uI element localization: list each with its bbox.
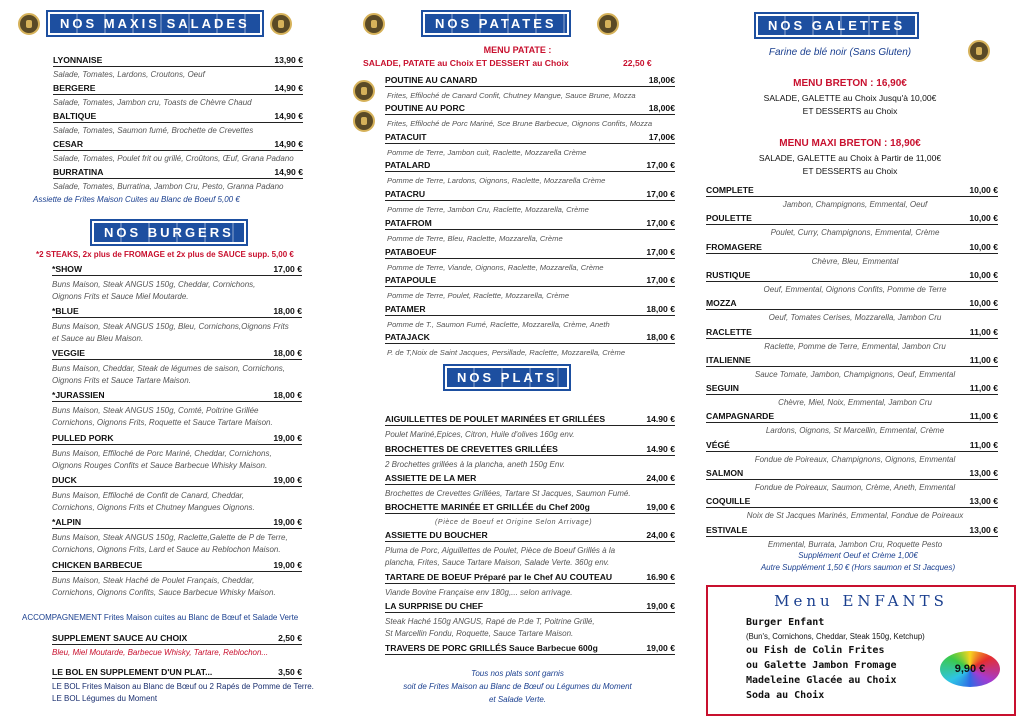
item-price: 19,00 € (646, 601, 675, 611)
item-price: 14,90 € (274, 111, 303, 121)
item-desc: Fondue de Poireaux, Saumon, Crème, Aneth, Emmental (754, 483, 956, 492)
item-desc: Buns Maison, Steak Haché de Poulet Français, Cheddar, (52, 576, 255, 585)
item-desc: Buns Maison, Steak ANGUS 150g, Comté, Poitrine Grillée (52, 406, 259, 415)
frites-footnote: Assiette de Frites Maison Cuites au Blanc de Boeuf 5,00 € (33, 195, 240, 204)
item-desc: Pomme de Terre, Poulet, Raclette, Mozzarella, Crème (387, 291, 570, 300)
item-name: AIGUILLETTES DE POULET MARINÉES ET GRILLÉES (385, 414, 606, 424)
item-desc: Salade, Tomates, Lardons, Croutons, Oeuf (53, 70, 205, 79)
item-name: PATAPOULE (385, 275, 437, 285)
item-name: LA SURPRISE DU CHEF (385, 601, 484, 611)
item-desc: Buns Maison, Steak ANGUS 150g, Bleu, Cornichons,Oignons Frits (52, 322, 289, 331)
item-price: 13,00 € (969, 468, 998, 478)
item-name: PATAFROM (385, 218, 432, 228)
menu-maxi-line-1: SALADE, GALETTE au Choix à Partir de 11,00€ (758, 153, 942, 163)
item-name: POULETTE (706, 213, 752, 224)
item-name: BROCHETTES DE CREVETTES GRILLÉES (385, 444, 558, 454)
menu-breton-title: MENU BRETON : 16,90€ (793, 78, 907, 89)
item-price: 19,00 € (273, 475, 302, 485)
item-price: 18,00€ (648, 75, 675, 85)
poutine-badge-icon (353, 80, 375, 102)
item-name: *SHOW (52, 264, 83, 274)
poutine-badge-icon (353, 110, 375, 132)
burgers-promo: *2 STEAKS, 2x plus de FROMAGE et 2x plus de SAUCE supp. 5,00 € (36, 250, 294, 259)
item-price: 17,00 € (646, 189, 675, 199)
menu-enfants-title: Menu ENFANTS (774, 592, 948, 610)
item-name: BURRATINA (53, 167, 104, 177)
item-name: *ALPIN (52, 517, 82, 527)
item-price: 17,00 € (646, 218, 675, 228)
item-name: PATALARD (385, 160, 431, 170)
item-name: FROMAGERE (706, 241, 762, 252)
item-name: BALTIQUE (53, 111, 97, 121)
item-name: COQUILLE (706, 496, 751, 507)
item-desc: Buns Maison, Cheddar, Steak de légumes de saison, Cornichons, (52, 364, 286, 373)
item-price: 19,00 € (273, 517, 302, 527)
item-desc: Pomme de Terre, Bleu, Raclette, Mozzarella, Crème (387, 234, 563, 243)
plats-header (445, 366, 569, 389)
item-desc: Buns Maison, Effiloché de Confit de Canard, Cheddar, (52, 491, 245, 500)
item-desc: Buns Maison, Steak ANGUS 150g, Raclette,Galette de P de Terre, (52, 533, 288, 542)
plats-footer-3: et Salade Verte. (488, 695, 547, 704)
item-name: VÉGÉ (706, 439, 730, 450)
patates-banner: NOS PATATES (423, 12, 569, 35)
galettes-header (756, 14, 917, 37)
item-price: 2,50 € (278, 633, 302, 643)
item-desc: Emmental, Burrata, Jambon Cru, Roquette Pesto (767, 539, 943, 549)
enfants-price-badge: 9,90 € (940, 651, 1000, 687)
menu-patate-title: MENU PATATE : (483, 45, 552, 55)
item-name: CHICKEN BARBECUE (52, 560, 143, 570)
item-price: 19,00 € (646, 643, 675, 653)
item-desc: Brochettes de Crevettes Grillées, Tartare St Jacques, Saumon Fumé. (385, 489, 631, 498)
item-name: LE BOL EN SUPPLEMENT D'UN PLAT... (52, 667, 213, 677)
item-price: 14.90 € (646, 414, 675, 424)
menu-breton-line-1: SALADE, GALETTE au Choix Jusqu'à 10,00€ (763, 93, 937, 103)
item-price: 19,00 € (273, 560, 302, 570)
item-desc: Lardons, Oignons, St Marcellin, Emmental, Crème (765, 426, 945, 436)
item-desc: Pomme de T., Saumon Fumé, Raclette, Mozzarella, Crème, Aneth (387, 320, 610, 329)
logo-badge-icon (363, 13, 385, 35)
item-name: PATACUIT (385, 132, 427, 142)
galettes-supp-1: Supplément Oeuf et Crème 1,00€ (798, 551, 918, 560)
bol-desc-1: LE BOL Frites Maison au Blanc de Bœuf ou 2 Rapés de Pomme de Terre. (52, 682, 314, 691)
item-desc: Oignons Frits et Sauce Tartare Maison. (52, 376, 191, 385)
item-price: 14,90 € (274, 139, 303, 149)
logo-badge-icon (270, 13, 292, 35)
item-price: 13,90 € (274, 55, 303, 65)
item-desc: Noix de St Jacques Marinés, Emmental, Fondue de Poireaux (746, 511, 964, 521)
item-desc: Oeuf, Emmental, Oignons Confits, Pomme de Terre (763, 284, 947, 294)
item-desc: Cornichons, Oignons Confits, Sauce Barbecue Whisky Maison. (52, 588, 276, 597)
item-price: 11,00 € (969, 383, 998, 394)
item-price: 11,00 € (969, 354, 998, 365)
item-name: SEGUIN (706, 383, 739, 394)
item-desc: plancha, Frites, Sauce Tartare Maison, Salade Verte. 360g env. (385, 558, 610, 567)
item-price: 18,00€ (648, 103, 675, 113)
logo-badge-icon (18, 13, 40, 35)
accompagnement-note: ACCOMPAGNEMENT Frites Maison cuites au Blanc de Bœuf et Salade Verte (22, 613, 299, 622)
item-desc: Salade, Tomates, Jambon cru, Toasts de Chèvre Chaud (53, 98, 252, 107)
enfants-line-5: Madeleine Glacée au Choix (746, 675, 897, 686)
item-desc: Salade, Tomates, Poulet frit ou grillé, Croûtons, Œuf, Grana Padano (53, 154, 294, 163)
item-price: 13,00 € (969, 496, 998, 507)
patates-header (363, 12, 619, 35)
item-desc: 2 Brochettes grillées à la plancha, aneth 150g Env. (385, 460, 565, 469)
item-price: 17,00 € (273, 264, 302, 274)
item-desc: St Marcellin Fondu, Roquette, Sauce Tartare Maison. (385, 629, 574, 638)
item-desc: Jambon, Champignons, Emmental, Oeuf (782, 200, 928, 209)
plats-footer-2: soit de Frites Maison au Blanc de Bœuf ou Légumes du Moment (403, 682, 632, 691)
plats-banner: NOS PLATS (445, 366, 569, 389)
item-name: POUTINE AU PORC (385, 103, 465, 113)
galettes-banner: NOS GALETTES (756, 14, 917, 37)
patates-plats-column (345, 0, 690, 724)
burgers-banner: NOS BURGERS (92, 221, 246, 244)
item-price: 3,50 € (278, 667, 302, 677)
menu-maxi-line-2: ET DESSERTS au Choix (802, 166, 898, 176)
item-desc: Buns Maison, Steak ANGUS 150g, Cheddar, Cornichons, (52, 280, 256, 289)
burgers-header (92, 221, 246, 244)
item-name: RUSTIQUE (706, 269, 751, 280)
item-price: 18,00 € (273, 306, 302, 316)
plats-footer-1: Tous nos plats sont garnis (471, 669, 564, 678)
item-desc: Pomme de Terre, Lardons, Oignons, Raclette, Mozzarella Crème (387, 176, 606, 185)
item-name: TARTARE DE BOEUF Préparé par le Chef AU COUTEAU (385, 572, 613, 582)
enfants-line-4: ou Galette Jambon Fromage (746, 660, 897, 671)
salades-banner: NOS MAXIS SALADES (48, 12, 262, 35)
item-price: 17,00€ (648, 132, 675, 142)
item-price: 19,00 € (273, 433, 302, 443)
item-desc: Oignons Rouges Confits et Sauce Barbecue Whisky Maison. (52, 461, 268, 470)
item-name: VEGGIE (52, 348, 85, 358)
item-name: ITALIENNE (706, 354, 751, 365)
item-price: 13,00 € (969, 524, 998, 535)
item-name: DUCK (52, 475, 77, 485)
item-desc: Oignons Frits et Sauce Miel Moutarde. (52, 292, 189, 301)
item-name: PATAMER (385, 304, 426, 314)
supplement-desc: Bleu, Miel Moutarde, Barbecue Whisky, Tartare, Reblochon... (52, 648, 269, 657)
menu-breton-line-2: ET DESSERTS au Choix (802, 106, 898, 116)
item-price: 16.90 € (646, 572, 675, 582)
item-desc: Chèvre, Miel, Noix, Emmental, Jambon Cru (778, 398, 932, 408)
item-name: COMPLETE (706, 185, 754, 195)
salades-burgers-column (0, 0, 340, 724)
enfants-line-6: Soda au Choix (746, 690, 825, 701)
item-desc: Fondue de Poireaux, Champignons, Oignons, Emmental (754, 454, 956, 464)
item-desc: Pomme de Terre, Jambon Cru, Raclette, Mozzarella, Crème (387, 205, 589, 214)
item-name: CESAR (53, 139, 84, 149)
item-desc: Salade, Tomates, Burratina, Jambon Cru, Pesto, Granna Padano (53, 182, 284, 191)
item-desc: et Sauce au Bleu Maison. (52, 334, 144, 343)
item-price: 10,00 € (969, 269, 998, 280)
item-price: 10,00 € (969, 185, 998, 195)
enfants-line-2: (Bun's, Cornichons, Cheddar, Steak 150g, Ketchup) (746, 632, 925, 641)
item-price: 18,00 € (646, 304, 675, 314)
item-price: 24,00 € (646, 473, 675, 483)
item-price: 19,00 € (646, 502, 675, 512)
item-desc: (Pièce de Boeuf et Origine Selon Arrivage) (435, 519, 593, 526)
item-price: 24,00 € (646, 530, 675, 540)
menu-enfants-box (706, 585, 1016, 716)
item-price: 17,00 € (646, 275, 675, 285)
item-price: 11,00 € (969, 411, 998, 422)
item-desc: Raclette, Pomme de Terre, Emmental, Jambon Cru (764, 341, 946, 351)
item-desc: Pomme de Terre, Viande, Oignons, Raclette, Mozzarella, Crème (387, 263, 604, 272)
item-desc: Buns Maison, Effiloché de Porc Mariné, Cheddar, Cornichons, (52, 449, 272, 458)
item-name: CAMPAGNARDE (706, 411, 775, 422)
item-desc: Cornichons, Oignons Frits, Roquette et Sauce Tartare Maison. (52, 418, 273, 427)
item-desc: Pomme de Terre, Jambon cuit, Raclette, Mozzarella Crème (387, 148, 587, 157)
item-desc: Chèvre, Bleu, Emmental (811, 256, 899, 266)
logo-badge-icon (597, 13, 619, 35)
item-name: BERGERE (53, 83, 96, 93)
item-name: SALMON (706, 468, 744, 478)
item-name: LYONNAISE (53, 55, 103, 65)
item-price: 17,00 € (646, 160, 675, 170)
item-name: MOZZA (706, 298, 737, 309)
item-desc: Frites, Effiloché de Canard Confit, Chutney Mangue, Sauce Brune, Mozza (387, 91, 636, 100)
salades-header (18, 12, 292, 35)
item-name: ESTIVALE (706, 524, 748, 535)
item-price: 10,00 € (969, 213, 998, 224)
menu-patate-line: SALADE, PATATE au Choix ET DESSERT au Choix (363, 58, 569, 68)
item-price: 14,90 € (274, 83, 303, 93)
item-name: PATACRU (385, 189, 426, 199)
item-desc: Cornichons, Oignons Frits, Lard et Sauce au Reblochon Maison. (52, 545, 281, 554)
menu-maxi-title: MENU MAXI BRETON : 18,90€ (779, 138, 921, 149)
item-name: PATAJACK (385, 332, 430, 342)
item-desc: Viande Bovine Française env 180g,... selon arrivage. (385, 588, 573, 597)
item-desc: Salade, Tomates, Saumon fumé, Brochette de Crevettes (53, 126, 254, 135)
item-price: 11,00 € (969, 439, 998, 450)
menu-patate-price: 22,50 € (623, 58, 652, 68)
item-price: 14.90 € (646, 444, 675, 454)
bol-desc-2: LE BOL Légumes du Moment (52, 694, 158, 703)
enfants-line-3: ou Fish de Colin Frites (746, 645, 885, 656)
item-desc: Oeuf, Tomates Cerises, Mozzarella, Jambon Cru (768, 313, 942, 323)
item-desc: Pluma de Porc, Aiguillettes de Poulet, Pièce de Boeuf Grillés à la (385, 546, 616, 555)
galettes-supp-2: Autre Supplément 1,50 € (Hors saumon et St Jacques) (760, 563, 956, 572)
item-desc: P. de T,Noix de Saint Jacques, Persillade, Raclette, Mozzarella, Crème (387, 348, 626, 357)
item-price: 18,00 € (273, 390, 302, 400)
enfants-line-1: Burger Enfant (746, 617, 825, 628)
item-name: ASSIETTE DU BOUCHER (385, 530, 488, 540)
item-price: 18,00 € (273, 348, 302, 358)
item-desc: Frites, Effiloché de Porc Mariné, Sce Brune Barbecue, Oignons Confits, Mozza (387, 119, 653, 128)
item-name: RACLETTE (706, 326, 752, 337)
item-name: BROCHETTE MARINÉE ET GRILLÉE du Chef 200g (385, 502, 590, 512)
item-name: POUTINE AU CANARD (385, 75, 478, 85)
item-desc: Sauce Tomate, Jambon, Champignons, Oeuf, Emmental (754, 369, 956, 379)
item-price: 10,00 € (969, 241, 998, 252)
item-name: SUPPLEMENT SAUCE AU CHOIX (52, 633, 188, 643)
item-name: *JURASSIEN (52, 390, 105, 400)
item-desc: Cornichons, Oignons Frits et Chutney Mangues Oignons. (52, 503, 255, 512)
item-desc: Steak Haché 150g ANGUS, Rapé de P.de T, Poitrine Grillé, (385, 617, 595, 626)
item-price: 18,00 € (646, 332, 675, 342)
item-price: 10,00 € (969, 298, 998, 309)
item-name: PULLED PORK (52, 433, 114, 443)
item-price: 14,90 € (274, 167, 303, 177)
item-desc: Poulet Mariné,Epices, Citron, Huile d'olives 160g env. (385, 430, 575, 439)
item-name: PATABOEUF (385, 247, 437, 257)
item-name: *BLUE (52, 306, 79, 316)
item-price: 11,00 € (969, 326, 998, 337)
item-name: TRAVERS DE PORC GRILLÉS Sauce Barbecue 600g (385, 643, 598, 653)
item-name: ASSIETTE DE LA MER (385, 473, 477, 483)
item-desc: Poulet, Curry, Champignons, Emmental, Crème (770, 228, 940, 238)
galettes-subtitle: Farine de blé noir (Sans Gluten) (768, 47, 912, 58)
item-price: 17,00 € (646, 247, 675, 257)
